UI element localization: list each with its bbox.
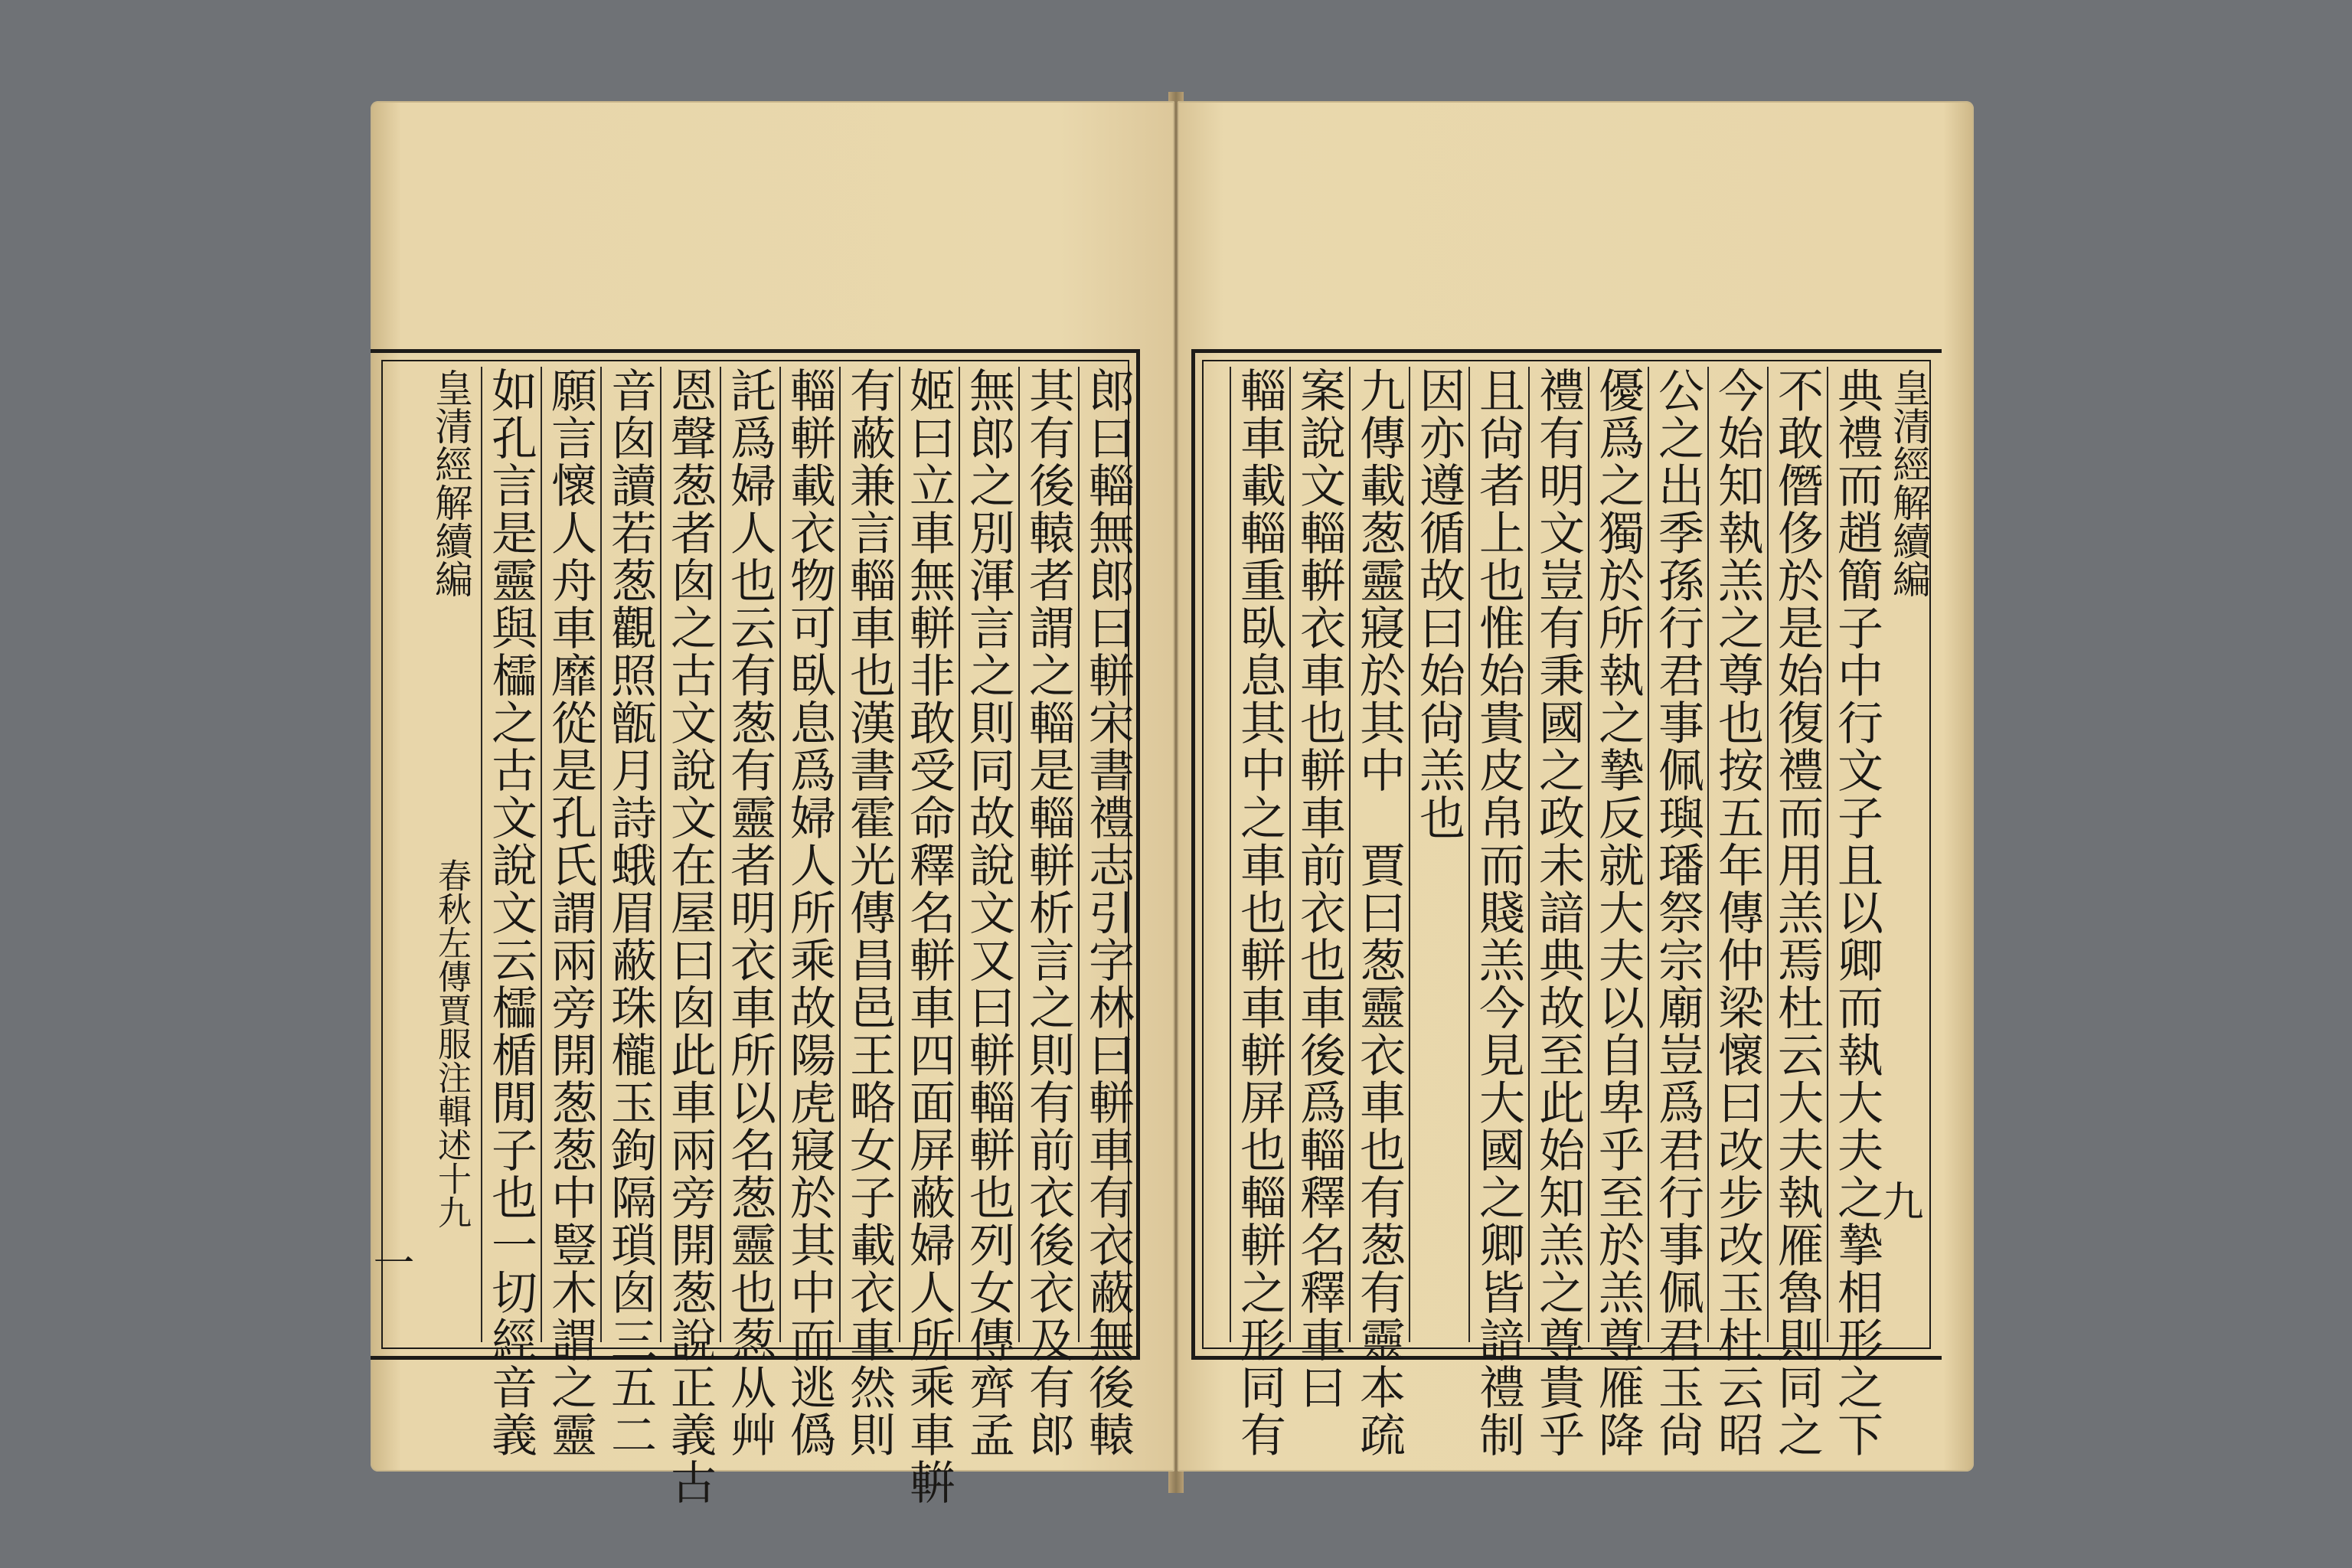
text-column: 不敢僭侈於是始復禮而用羔焉杜云大夫執雁魯則同之: [1767, 367, 1825, 1342]
text-column: 禮有明文豈有秉國之政未諳典故至此始知羔之尊貴乎: [1528, 367, 1586, 1342]
left-page-frame: [367, 349, 1140, 1506]
text-column: 輜軿載衣物可臥息爲婦人所乘故陽虎寢於其中而逃僞: [779, 367, 838, 1342]
text-column: 託爲婦人也云有葱有靈者明衣車所以名葱靈也葱从艸: [720, 367, 778, 1342]
text-column: 案說文輜輧衣車也軿車前衣也車後爲輜釋名釋車曰: [1289, 367, 1348, 1342]
open-book: [360, 92, 1983, 1506]
page-number: 一: [367, 1241, 415, 1282]
text-column: 其有後轅者謂之輜是輜軿析言之則有前衣後衣及有郎: [1018, 367, 1076, 1342]
text-column: 典禮而趙簡子中行文子且以卿而執大夫之摯相形之下: [1827, 367, 1885, 1342]
left-page: [367, 101, 1174, 1506]
page-number: 九: [1876, 1180, 1924, 1221]
text-column: 姬曰立車無軿非敢受命釋名軿車四面屏蔽婦人所乘車輧: [899, 367, 957, 1342]
margin-subtitle: 春秋左傳賈服注輯述十九: [432, 858, 471, 1229]
text-column: 輜車載輜重臥息其中之車也軿車軿屏也輜軿之形同有: [1230, 367, 1288, 1342]
margin-title: 皇清經解續編: [1886, 368, 1931, 598]
text-column: 音囱讀若葱觀照甑月詩蛾眉蔽珠櫳玉鉤隔瑣囱三五二: [600, 367, 658, 1342]
text-column: 九傳載葱靈寢於其中 賈曰葱靈衣車也有葱有靈本疏: [1349, 367, 1407, 1342]
text-column: 優爲之獨於所執之摯反就大夫以自卑乎至於羔尊雁降: [1588, 367, 1646, 1342]
text-column: 郎曰輜無郎曰軿宋書禮志引字林曰軿車有衣蔽無後轅: [1078, 367, 1136, 1342]
margin-title: 皇清經解續編: [429, 368, 473, 598]
text-column: 無郎之別渾言之則同故說文又曰軿輜軿也列女傳齊孟: [959, 367, 1017, 1342]
right-page: [1178, 101, 1974, 1472]
text-column: 如孔言是靈與櫺之古文說文云櫺楯閒子也一切經音義: [481, 367, 539, 1342]
text-column: 今始知執羔之尊也按五年傳仲梁懷曰改步改玉杜云昭: [1707, 367, 1766, 1342]
text-column: 有蔽兼言輜車也漢書霍光傳昌邑王略女子載衣車然則: [839, 367, 897, 1342]
text-column: 且尙者上也惟始貴皮帛而賤羔今見大國之卿皆諳禮制: [1468, 367, 1527, 1342]
text-column: 願言懷人舟車靡從是孔氏謂兩旁開葱葱中豎木謂之靈: [541, 367, 599, 1342]
text-column: 因亦遵循故曰始尙羔也: [1409, 367, 1467, 1342]
text-column: 恩聲葱者囱之古文說文在屋曰囱此車兩旁開葱說正義古: [660, 367, 718, 1342]
right-page-frame: [1191, 349, 1942, 1459]
text-column: 公之出季孫行君事佩璵璠祭宗廟豈爲君行事佩君玉尙: [1648, 367, 1706, 1342]
